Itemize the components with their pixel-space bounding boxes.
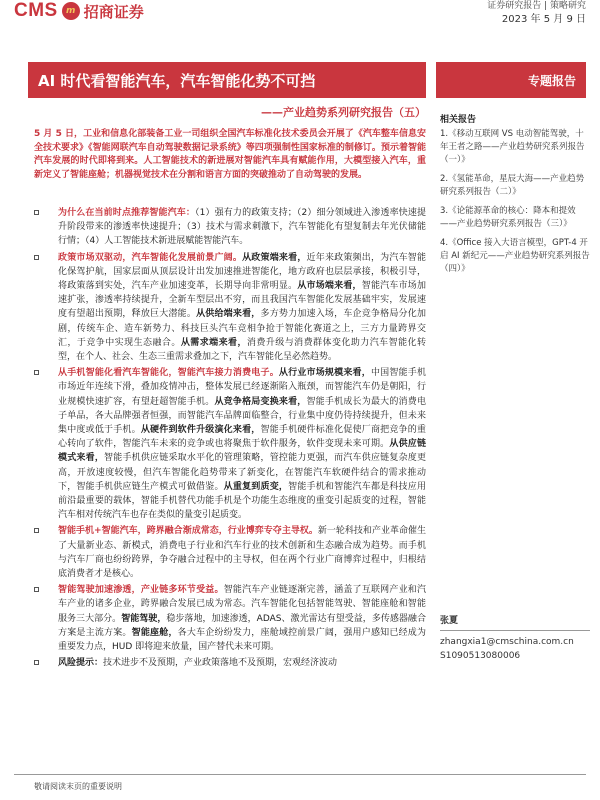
bullet-text: 智能手机和智能汽车都是科技应用前沿最重要的载体，智能手机替代功能手机是个功能生态维度的重变引起质变的过程，智能汽车相对传统汽车也存在类似的量变引起质变。 <box>58 481 426 521</box>
bullet-square-icon <box>34 370 39 375</box>
bullet-text: 智能手机成长为最大的消费电子单品，各大品牌强者恒强，而智能汽车品牌面临整合，行业集中度仍待持续提升，但未来集中度或低于手机。 <box>58 396 426 436</box>
related-reports-list <box>440 128 590 282</box>
footer-divider <box>14 774 586 775</box>
bullet-item <box>34 656 426 670</box>
bullet-square-icon <box>34 660 39 665</box>
bullet-subhead: 从重复到质变， <box>223 481 289 492</box>
related-report-item[interactable]: 2.《氢能革命，星辰大海——产业趋势研究系列报告（二）》 <box>440 174 585 197</box>
report-title: AI 时代看智能汽车，汽车智能化势不可挡 <box>28 62 426 98</box>
bullet-lead: 从手机智能化看汽车智能化，智能汽车接力消费电子。 <box>58 368 279 379</box>
header-logo <box>14 0 144 22</box>
bullet-subhead: 智能座舱， <box>131 627 178 638</box>
bullet-square-icon <box>34 528 39 533</box>
bullet-item <box>34 524 426 581</box>
bullet-text: （1）强有力的政策支持；（2）细分领域进入渗透率快速提升阶段带来的渗透率快速提升；（3）技术与需求刺激下，汽车智能化有望复制去年光伏储能行情；（4）人工智能技术新进展赋能智能汽车。 <box>58 208 426 247</box>
related-report-item[interactable]: 4.《Office 接入大语言模型，GPT-4 开启 AI 新纪元——产业趋势研究系列报告（四）》 <box>440 238 590 274</box>
bullet-subhead: 智能驾驶， <box>121 613 167 624</box>
bullet-subhead: 从需求端来看， <box>180 337 247 348</box>
risk-text: 技术进步不及预期，产业政策落地不及预期，宏观经济波动 <box>103 658 338 669</box>
bullet-lead: 为什么在当前时点推荐智能汽车： <box>58 208 196 218</box>
bullet-square-icon <box>34 255 39 260</box>
header-meta <box>487 0 586 26</box>
bullet-item <box>34 251 426 365</box>
side-banner: 专题报告 <box>436 62 586 98</box>
bullet-text: 新一轮科技和产业革命催生了大量新业态、新模式，消费电子行业和汽车行业的技术创新和生态融合成为趋势。而手机与汽车厂商也纷纷跨界，争夺融合过程中的主导权，但在两个行业广商博弈过程中，归根结底消费者才是核心。 <box>58 526 426 580</box>
bullet-subhead: 从政策端来看， <box>242 252 307 263</box>
report-date: 2023 年 5 月 9 日 <box>501 14 586 25</box>
bullet-text: 智能手机供应链采取水平化的管理策略，管控能力更强，而汽车供应链复杂度更高，开放速度较慢，但汽车智能化趋势带来了新变化，在智能汽车软硬件结合的需求推动下，智能手机供应链生产模式可做借鉴。 <box>58 453 426 492</box>
bullet-text: 稳步落地，加速渗透，ADAS、激光雷达有望受益，多传感器融合方案是主流方案。 <box>58 613 426 638</box>
bullet-lead: 智能驾驶加速渗透，产业链多环节受益。 <box>58 585 224 596</box>
bullet-item <box>34 583 426 654</box>
author-block <box>440 614 590 663</box>
footer-note: 敬请阅读末页的重要说明 <box>34 782 122 791</box>
bullet-lead: 智能手机+智能汽车，跨界融合渐成常态，行业博弈专夺主导权。 <box>58 526 318 537</box>
related-reports-heading: 相关报告 <box>440 115 477 125</box>
author-license: S1090513080006 <box>440 651 521 661</box>
logo-chinese: 招商证券 <box>83 2 144 21</box>
abstract: 5 月 5 日，工业和信息化部装备工业一司组织全国汽车标准化技术委员会开展了《汽车整车信息安全技术要求》《智能网联汽车自动驾驶数据记录系统》等四项强制性国家标准的制修订。预示着智能汽车发展的时代即将到来。人工智能技术的新进展对智能汽车具有赋能作用，大模型接入汽车，重新定义了智能座舱；机器视觉技术在分割和语言方面的突破推动了自动驾驶的发展。 <box>34 129 426 180</box>
bullet-text: 智能汽车市场加速扩张，渗透率持续提升，全新车型层出不穷，而且我国汽车智能化发展基础牢实，发展速度有望超出预期，释放巨大潜能。 <box>58 281 426 320</box>
bullet-item <box>34 206 426 249</box>
bullet-subhead: 从竞争格局变换来看， <box>214 396 307 407</box>
bullet-subhead: 从市场端来看， <box>297 281 362 292</box>
bullet-lead: 政策市场双驱动，汽车智能化发展前景广阔。 <box>58 252 243 263</box>
bullet-square-icon <box>34 587 39 592</box>
author-divider <box>440 630 590 631</box>
author-email[interactable]: zhangxia1@cmschina.com.cn <box>440 637 574 647</box>
bullet-text: 中国智能手机市场近年连续下滑，叠加疫情冲击，整体发展已经逐渐陷入瓶颈，而智能汽车仍是朝阳，行业规模快速扩容，有望赶超智能手机。 <box>58 368 426 407</box>
report-type: 证券研究报告 | 策略研究 <box>487 1 586 11</box>
bullet-item <box>34 366 426 522</box>
bullet-text: 消费升级与消费群体变化助力汽车智能化转型，在个人、社会、生态三重需求叠加之下，汽车智能化呈必然趋势。 <box>58 337 426 363</box>
related-report-item[interactable]: 3.《论能源革命的核心：降本和提效——产业趋势研究系列报告（三）》 <box>440 206 576 229</box>
author-name: 张夏 <box>440 616 459 626</box>
key-points <box>34 206 426 673</box>
related-report-item[interactable]: 1.《移动互联网 VS 电动智能驾驶，十年王者之路——产业趋势研究系列报告（一）》 <box>440 129 585 165</box>
report-subtitle: ——产业趋势系列研究报告（五） <box>261 106 426 119</box>
logo-badge-icon: m <box>62 2 80 20</box>
bullet-subhead: 从行业市场规模来看， <box>278 368 371 379</box>
risk-lead: 风险提示： <box>58 658 104 669</box>
bullet-text: 智能汽车产业链逐渐完善，涵盖了互联网产业和汽车产业的诸多企业，跨界融合发展已成为常态。汽车智能化包括智能驾驶、智能座舱和智能服务三大部分。 <box>58 585 426 624</box>
bullet-text: 智能手机硬件标准化促使厂商把竞争的重心转向了软件，智能汽车未来的竞争或也将聚焦于软件服务，软件变现未来可期。 <box>58 425 426 450</box>
bullet-square-icon <box>34 210 39 215</box>
bullet-text: 近年来政策频出，为汽车智能化保驾护航，国家层面从顶层设计出发加速推进智能化，地方政府也层层承接，积极引导，将政策落到实处，汽车产业加速变革，长期导向非常明显。 <box>58 252 426 292</box>
logo-latin: CMS <box>14 0 58 21</box>
bullet-subhead: 从硬件到软件升级演化来看， <box>140 425 261 436</box>
bullet-subhead: 从供给端来看， <box>196 309 261 320</box>
bullet-subhead: 从供应链模式来看， <box>58 439 426 464</box>
bullet-text: 各大车企纷纷发力，座舱域控前景广阔，强用户感知已经成为重要发力点，HUD 即将迎来放量，国产替代未来可期。 <box>58 627 426 653</box>
bullet-text: 多方势力加速入场，车企竞争格局分化加剧，传统车企、造车新势力、科技巨头汽车竞相争抢于智能化赛道之上，三方力量跨界交汇，于竞争中实现生态融合。 <box>58 309 426 348</box>
